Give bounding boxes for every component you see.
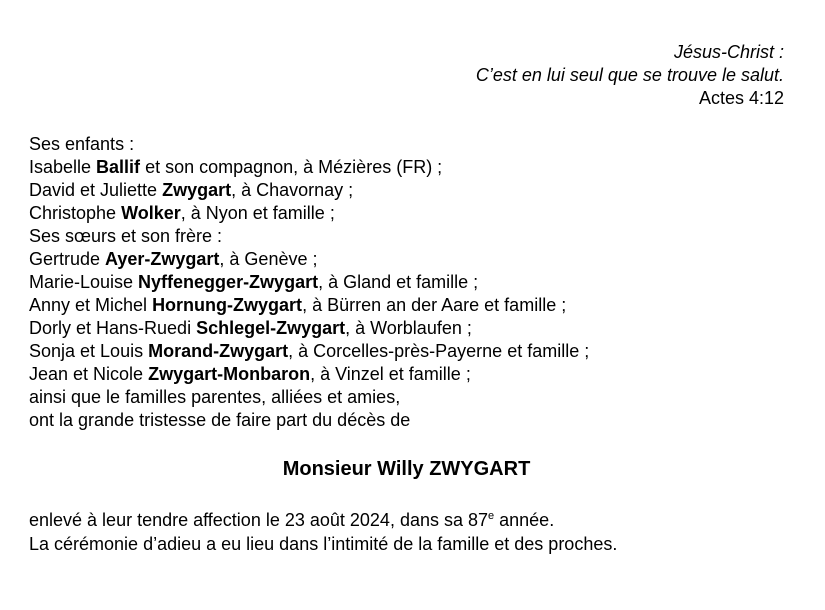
announcement-line: ont la grande tristesse de faire part du décès de [29, 410, 411, 430]
family-entry: Jean et Nicole Zwygart-Monbaron, à Vinzel et famille ; [29, 364, 471, 384]
closing-line-1: enlevé à leur tendre affection le 23 août 2024, dans sa 87e année. [29, 510, 555, 530]
children-heading: Ses enfants : [29, 134, 135, 154]
families-line: ainsi que le familles parentes, alliées et amies, [29, 387, 401, 407]
family-entry: David et Juliette Zwygart, à Chavornay ; [29, 180, 354, 200]
closing-text [29, 508, 617, 556]
family-entry: Gertrude Ayer-Zwygart, à Genève ; [29, 249, 318, 269]
bible-verse [476, 41, 784, 110]
closing-line-2: La cérémonie d’adieu a eu lieu dans l’intimité de la famille et des proches. [29, 534, 618, 554]
siblings-heading: Ses sœurs et son frère : [29, 226, 223, 246]
verse-line-1: Jésus-Christ : [673, 42, 784, 62]
deceased-name: Monsieur Willy ZWYGART [282, 458, 531, 480]
family-entry: Isabelle Ballif et son compagnon, à Mézières (FR) ; [29, 157, 443, 177]
announcement-body [29, 133, 589, 432]
family-entry: Christophe Wolker, à Nyon et famille ; [29, 203, 335, 223]
family-entry: Sonja et Louis Morand-Zwygart, à Corcelles-près-Payerne et famille ; [29, 341, 590, 361]
verse-reference: Actes 4:12 [698, 88, 784, 108]
family-entry: Marie-Louise Nyffenegger-Zwygart, à Gland et famille ; [29, 272, 479, 292]
verse-line-2: C’est en lui seul que se trouve le salut. [475, 65, 784, 85]
family-entry: Dorly et Hans-Ruedi Schlegel-Zwygart, à Worblaufen ; [29, 318, 472, 338]
family-entry: Anny et Michel Hornung-Zwygart, à Bürren an der Aare et famille ; [29, 295, 567, 315]
